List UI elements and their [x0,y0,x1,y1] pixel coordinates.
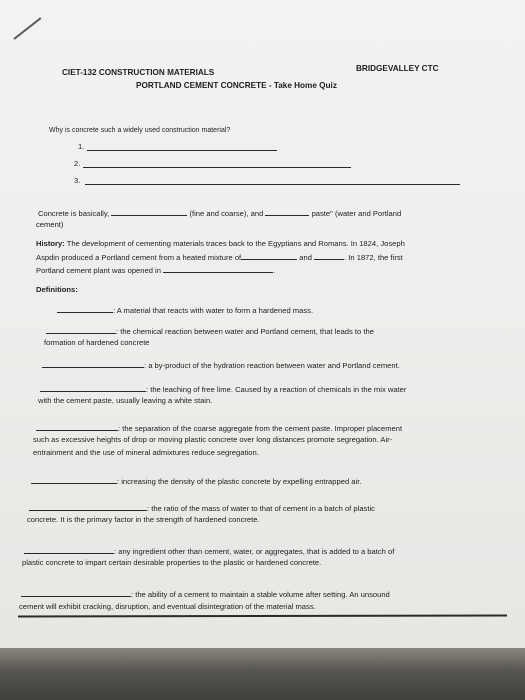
answer-line-2[interactable] [83,167,351,168]
blank-definition-5[interactable] [36,422,118,431]
answer-line-1[interactable] [87,150,277,151]
blank-aggregates[interactable] [111,207,187,216]
blank-definition-6[interactable] [31,475,117,484]
blank-plant-location[interactable] [163,264,276,275]
quiz-title: PORTLAND CEMENT CONCRETE - Take Home Quiz [136,81,337,90]
concrete-text-4: cement) [36,220,64,229]
definition-6 [31,475,361,487]
history-text-3-end: . [273,266,276,275]
definition-5 [36,422,402,434]
history-label: History: [36,239,65,248]
answer-number-3: 3. [74,176,81,185]
definitions-heading: Definitions: [36,285,78,294]
definition-5-text-b: such as excessive heights of drop or moving plastic concrete over long distances promote segregation. Air- [33,435,393,444]
question-why-concrete: Why is concrete such a widely used construction material? [49,127,231,134]
concrete-basically-line [38,207,401,219]
definition-7 [29,502,375,514]
pen-mark [13,17,41,40]
history-text-3: Portland cement plant was opened in [36,266,161,275]
definition-4-text-b: with the cement paste, usually leaving a white stain. [38,396,213,405]
history-line-3 [36,264,275,276]
bottom-rule [18,614,507,617]
definition-8 [24,545,394,557]
definition-4 [40,383,406,395]
blank-paste[interactable] [265,207,309,216]
concrete-text-3: paste" (water and Portland [311,209,402,218]
history-line-1 [36,239,405,249]
definition-6-text: : increasing the density of the plastic concrete by expelling entrapped air. [117,477,362,486]
definition-3 [42,359,400,371]
blank-definition-2[interactable] [46,325,116,334]
history-text-1: The development of cementing materials traces back to the Egyptians and Romans. In 1824, Joseph [66,239,405,248]
definition-9 [21,588,390,600]
concrete-text-1: Concrete is basically, [38,209,110,218]
page-edge-shadow [0,648,525,700]
blank-mixture-2[interactable] [314,251,344,260]
definition-1-text: : A material that reacts with water to form a hardened mass. [113,306,314,315]
definition-2 [46,325,374,337]
blank-definition-8[interactable] [24,545,114,554]
definition-8-text-a: : any ingredient other than cement, water, or aggregates, that is added to a batch of [114,547,395,556]
definition-7-text-a: : the ratio of the mass of water to that of cement in a batch of plastic [147,504,375,513]
school-name: BRIDGEVALLEY CTC [356,64,439,73]
definition-4-text-a: : the leaching of free lime. Caused by a reaction of chemicals in the mix water [146,385,407,394]
concrete-text-2: (fine and coarse), and [189,209,264,218]
history-line-2 [36,251,403,263]
definition-7-text-b: concrete. It is the primary factor in the strength of hardened concrete. [27,515,260,524]
blank-definition-1[interactable] [57,304,113,313]
blank-definition-3[interactable] [42,359,144,368]
blank-definition-9[interactable] [21,588,131,597]
definition-2-text-a: : the chemical reaction between water and Portland cement, that leads to the [116,327,374,336]
answer-number-2: 2. [74,159,81,168]
history-text-2b: and [299,253,312,262]
definition-9-text-a: : the ability of a cement to maintain a stable volume after setting. An unsound [131,590,390,599]
definition-3-text: : a by-product of the hydration reaction between water and Portland cement. [144,361,400,370]
definition-8-text-b: plastic concrete to impart certain desirable properties to the plastic or hardened concrete. [22,558,322,567]
definition-2-text-b: formation of hardened concrete [44,338,150,347]
answer-number-1: 1. [78,142,85,151]
blank-definition-7[interactable] [29,502,147,511]
definition-5-text-c: entrainment and the use of mineral admixtures reduce segregation. [33,448,259,457]
definition-1 [57,304,313,316]
definition-5-text-a: : the separation of the coarse aggregate from the cement paste. Improper placement [118,424,403,433]
history-text-2c: . In 1872, the first [344,253,403,262]
answer-line-3[interactable] [85,184,460,185]
blank-definition-4[interactable] [40,383,146,392]
definition-9-text-b: cement will exhibit cracking, disruption, and eventual disintegration of the material mass. [19,602,316,611]
blank-mixture-1[interactable] [241,251,297,260]
history-text-2a: Aspdin produced a Portland cement from a heated mixture of [36,253,242,262]
course-title: CIET-132 CONSTRUCTION MATERIALS [62,68,215,77]
